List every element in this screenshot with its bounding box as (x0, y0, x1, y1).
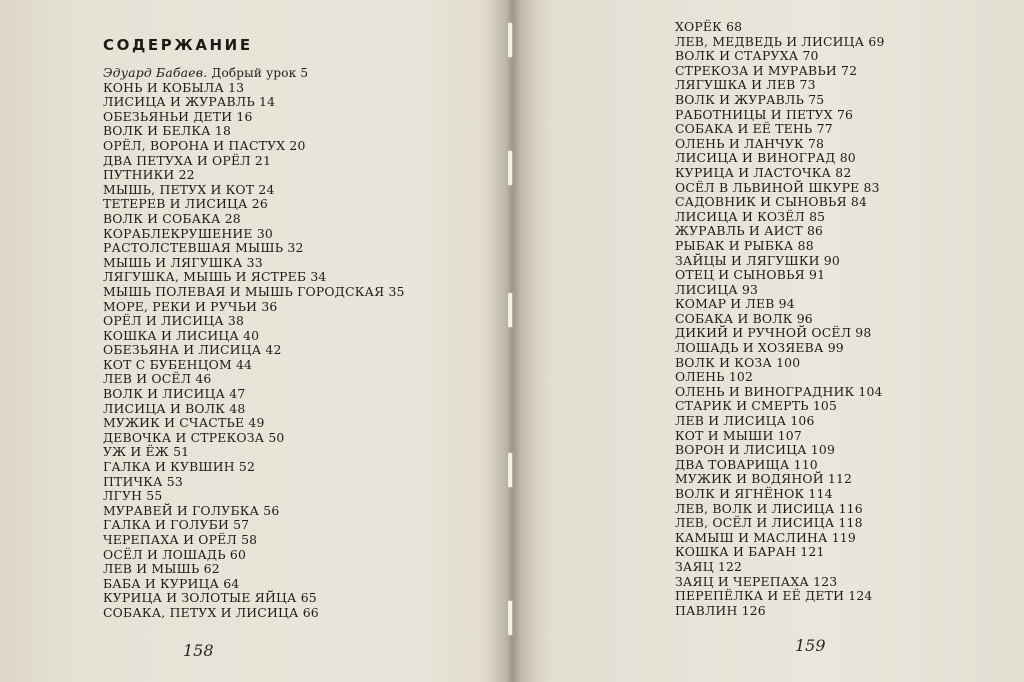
contents-entry: МОРЕ, РЕКИ И РУЧЬИ 36 (103, 298, 278, 314)
contents-entry: ОРЁЛ И ЛИСИЦА 38 (103, 313, 245, 329)
binding-stitch (507, 292, 513, 328)
contents-entry: ОЛЕНЬ И ЛАНЧУК 78 (675, 135, 825, 151)
contents-entry: ЛЕВ, ВОЛК И ЛИСИЦА 116 (675, 500, 863, 516)
contents-entry: ДЕВОЧКА И СТРЕКОЗА 50 (103, 429, 285, 445)
contents-entry: ЛЕВ И ОСЁЛ 46 (103, 371, 212, 387)
contents-entry: МУЖИК И СЧАСТЬЕ 49 (103, 415, 265, 431)
contents-entry: ОСЁЛ В ЛЬВИНОЙ ШКУРЕ 83 (675, 179, 880, 195)
contents-entry: КОРАБЛЕКРУШЕНИЕ 30 (103, 225, 273, 241)
contents-entry: ПУТНИКИ 22 (103, 167, 195, 183)
contents-entry: УЖ И ЁЖ 51 (103, 444, 190, 460)
contents-entry: КОТ С БУБЕНЦОМ 44 (103, 356, 253, 372)
contents-entry: ВОЛК И БЕЛКА 18 (103, 123, 232, 139)
contents-entry: СТРЕКОЗА И МУРАВЬИ 72 (675, 62, 858, 78)
contents-entry: ДВА ТОВАРИЩА 110 (675, 456, 818, 472)
contents-entry: КУРИЦА И ЛАСТОЧКА 82 (675, 164, 852, 180)
contents-entry: ХОРЁК 68 (675, 19, 743, 34)
contents-entry: МУЖИК И ВОДЯНОЙ 112 (675, 471, 853, 487)
contents-entry: БАБА И КУРИЦА 64 (103, 575, 240, 591)
contents-entry: ОЛЕНЬ 102 (675, 369, 754, 385)
contents-entry: ЧЕРЕПАХА И ОРЁЛ 58 (103, 532, 258, 547)
contents-entry: МЫШЬ, ПЕТУХ И КОТ 24 (103, 181, 275, 197)
contents-entry: СТАРИК И СМЕРТЬ 105 (675, 398, 838, 414)
contents-entry: КОШКА И ЛИСИЦА 40 (103, 327, 260, 343)
contents-entry: ОСЁЛ И ЛОШАДЬ 60 (103, 546, 247, 562)
contents-entry: ЛЕВ, ОСЁЛ И ЛИСИЦА 118 (675, 515, 863, 531)
contents-entry: ЛЯГУШКА, МЫШЬ И ЯСТРЕБ 34 (103, 269, 327, 285)
contents-entry: ВОЛК И СОБАКА 28 (103, 210, 241, 226)
contents-entry: ЗАЯЦ И ЧЕРЕПАХА 123 (675, 573, 838, 589)
contents-entry: ЛЕВ И ЛИСИЦА 106 (675, 413, 815, 429)
page-number-left: 158 (183, 641, 214, 660)
contents-entry: ВОЛК И ЖУРАВЛЬ 75 (675, 91, 825, 107)
right-page (515, 0, 1024, 682)
contents-entry: ЖУРАВЛЬ И АИСТ 86 (675, 223, 824, 239)
contents-entry: ЛГУН 55 (103, 488, 163, 504)
contents-heading: СОДЕРЖАНИЕ (103, 36, 253, 54)
contents-entry: ГАЛКА И КУВШИН 52 (103, 459, 256, 475)
page-number-right: 159 (795, 636, 826, 655)
contents-entry: ДИКИЙ И РУЧНОЙ ОСЁЛ 98 (675, 325, 872, 341)
contents-entry: ОТЕЦ И СЫНОВЬЯ 91 (675, 267, 826, 283)
binding-stitch (507, 452, 513, 488)
contents-entry: ПЕРЕПЁЛКА И ЕЁ ДЕТИ 124 (675, 588, 873, 604)
contents-entry: ПАВЛИН 126 (675, 602, 766, 618)
contents-entry: ЛИСИЦА И ВОЛК 48 (103, 400, 246, 416)
binding-stitch (507, 600, 513, 636)
contents-list-right (675, 20, 885, 618)
contents-entry: ГАЛКА И ГОЛУБИ 57 (103, 517, 250, 533)
contents-entry: ВОЛК И ЛИСИЦА 47 (103, 386, 246, 402)
contents-entry: МЫШЬ И ЛЯГУШКА 33 (103, 254, 263, 270)
contents-entry: КОМАР И ЛЕВ 94 (675, 296, 795, 312)
contents-entry: ВОЛК И ЯГНЁНОК 114 (675, 486, 833, 501)
contents-entry: ЛЯГУШКА И ЛЕВ 73 (675, 77, 816, 93)
contents-entry: ВОЛК И КОЗА 100 (675, 354, 801, 370)
contents-entry: САДОВНИК И СЫНОВЬЯ 84 (675, 194, 868, 210)
contents-entry: КАМЫШ И МАСЛИНА 119 (675, 529, 856, 545)
contents-entry: ЛОШАДЬ И ХОЗЯЕВА 99 (675, 340, 844, 356)
contents-entry: СОБАКА И ВОЛК 96 (675, 310, 813, 326)
contents-entry: СОБАКА, ПЕТУХ И ЛИСИЦА 66 (103, 604, 319, 620)
contents-entry: ОРЁЛ, ВОРОНА И ПАСТУХ 20 (103, 137, 306, 153)
contents-entry: ЗАЯЦ 122 (675, 558, 743, 574)
binding-stitch (507, 22, 513, 58)
contents-entry: ОБЕЗЬЯНА И ЛИСИЦА 42 (103, 342, 282, 358)
intro-title: Добрый урок 5 (211, 66, 309, 80)
contents-entry: РЫБАК И РЫБКА 88 (675, 237, 814, 253)
contents-entry: ТЕТЕРЕВ И ЛИСИЦА 26 (103, 196, 268, 212)
binding-stitch (507, 150, 513, 186)
contents-entry: СОБАКА И ЕЁ ТЕНЬ 77 (675, 121, 833, 137)
intro-entry (103, 66, 405, 81)
contents-list-left (103, 66, 405, 621)
contents-entry: ЗАЙЦЫ И ЛЯГУШКИ 90 (675, 252, 840, 268)
contents-entry: ЛИСИЦА И ВИНОГРАД 80 (675, 150, 856, 166)
contents-entry: КУРИЦА И ЗОЛОТЫЕ ЯЙЦА 65 (103, 590, 317, 606)
contents-entry: РАБОТНИЦЫ И ПЕТУХ 76 (675, 106, 854, 122)
contents-entry: КОТ И МЫШИ 107 (675, 427, 802, 443)
contents-entry: ПТИЧКА 53 (103, 473, 183, 489)
contents-entry: ЛИСИЦА И КОЗЁЛ 85 (675, 208, 826, 224)
contents-entry: ВОЛК И СТАРУХА 70 (675, 48, 819, 64)
contents-entry: ВОРОН И ЛИСИЦА 109 (675, 442, 836, 458)
contents-entry: РАСТОЛСТЕВШАЯ МЫШЬ 32 (103, 240, 304, 256)
contents-entry: ЛЕВ, МЕДВЕДЬ И ЛИСИЦА 69 (675, 33, 885, 49)
contents-entry: ЛЕВ И МЫШЬ 62 (103, 561, 220, 577)
contents-entry: МЫШЬ ПОЛЕВАЯ И МЫШЬ ГОРОДСКАЯ 35 (103, 283, 405, 299)
contents-entry: ЛИСИЦА 93 (675, 281, 759, 297)
intro-author: Эдуард Бабаев. (103, 65, 208, 80)
contents-entry: ОЛЕНЬ И ВИНОГРАДНИК 104 (675, 383, 883, 399)
contents-entry: КОШКА И БАРАН 121 (675, 544, 825, 560)
contents-entry: КОНЬ И КОБЫЛА 13 (103, 79, 245, 95)
left-page (0, 0, 505, 682)
contents-entry: ЛИСИЦА И ЖУРАВЛЬ 14 (103, 94, 276, 110)
contents-entry: МУРАВЕЙ И ГОЛУБКА 56 (103, 502, 280, 518)
contents-entry: ОБЕЗЬЯНЬИ ДЕТИ 16 (103, 108, 253, 124)
contents-entry: ДВА ПЕТУХА И ОРЁЛ 21 (103, 152, 272, 168)
